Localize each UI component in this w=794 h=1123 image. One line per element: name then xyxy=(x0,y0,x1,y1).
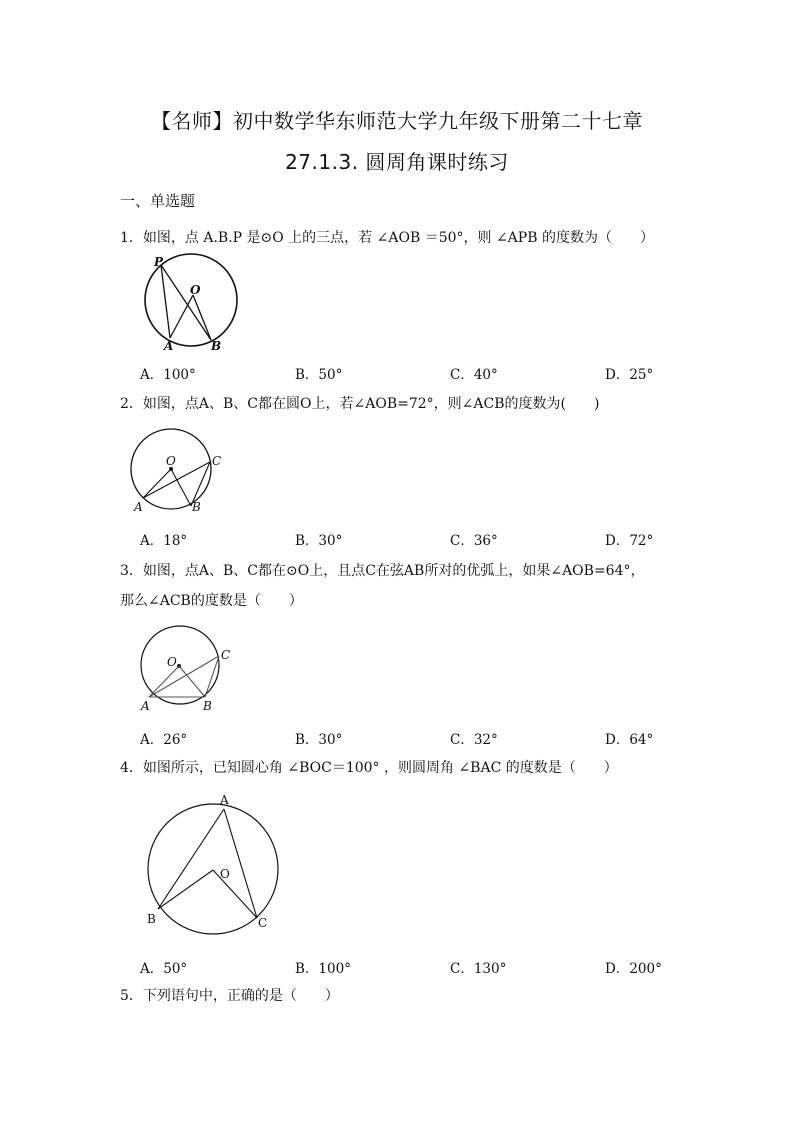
q4-line-ac xyxy=(224,809,257,918)
q4-option-d[interactable]: D．200° xyxy=(605,961,662,977)
q2-label-o: O xyxy=(166,454,176,468)
q1-option-c[interactable]: C．40° xyxy=(450,367,498,383)
q4-option-a[interactable]: A．50° xyxy=(140,961,188,977)
q2-option-c[interactable]: C．36° xyxy=(450,533,498,549)
q1-option-d[interactable]: D．25° xyxy=(605,367,654,383)
q3-label-a: A xyxy=(141,699,150,713)
q2-label-c: C xyxy=(212,454,222,468)
q1-label-p: P xyxy=(154,255,164,269)
q1-option-a[interactable]: A．100° xyxy=(140,367,196,383)
q3-label-b: B xyxy=(203,699,212,713)
q4-label-a: A xyxy=(220,793,229,807)
q4-label-b: B xyxy=(147,912,156,926)
q2-line-ao xyxy=(143,469,171,498)
q3-label-o: O xyxy=(167,655,177,669)
question-3-figure xyxy=(135,622,235,717)
q4-label-c: C xyxy=(258,916,268,930)
q1-label-a: A xyxy=(164,339,174,353)
question-1-text: 1．如图，点 A.B.P 是⊙O 上的三点，若 ∠AOB ＝50°，则 ∠APB 的度数为（ ） xyxy=(120,230,654,246)
q4-option-c[interactable]: C．130° xyxy=(450,961,507,977)
q3-option-d[interactable]: D．64° xyxy=(605,732,654,748)
question-1-figure xyxy=(140,252,250,352)
q1-label-b: B xyxy=(211,339,222,353)
q4-line-bo xyxy=(158,870,213,909)
question-2-text: 2．如图，点A、B、C都在圆O上，若∠AOB=72°，则∠ACB的度数为( ) xyxy=(120,396,600,412)
q4-line-ab xyxy=(158,809,224,909)
q1-line-ao xyxy=(170,295,193,338)
q2-option-d[interactable]: D．72° xyxy=(605,533,654,549)
q1-option-b[interactable]: B．50° xyxy=(295,367,343,383)
q4-circle xyxy=(148,804,278,934)
q1-label-o: O xyxy=(190,283,201,297)
document-title-line-2: 27.1.3. 圆周角课时练习 xyxy=(285,150,509,174)
q2-line-ac xyxy=(143,462,210,498)
q3-option-c[interactable]: C．32° xyxy=(450,732,498,748)
q3-label-c: C xyxy=(221,648,231,662)
q2-label-a: A xyxy=(134,500,143,514)
question-4-text: 4．如图所示，已知圆心角 ∠BOC＝100° ，则圆周角 ∠BAC 的度数是（ ） xyxy=(120,760,618,776)
q3-option-b[interactable]: B．30° xyxy=(295,732,343,748)
question-5-text: 5．下列语句中，正确的是（ ） xyxy=(120,988,339,1004)
question-3-text-line-1: 3．如图，点A、B、C都在⊙O上，且点C在弦AB所对的优弧上，如果∠AOB=64°， xyxy=(120,563,645,579)
q2-option-b[interactable]: B．30° xyxy=(295,533,343,549)
question-3-text-line-2: 那么∠ACB的度数是（ ） xyxy=(120,593,303,609)
q2-option-a[interactable]: A．18° xyxy=(140,533,188,549)
question-4-figure xyxy=(140,792,290,937)
q2-label-b: B xyxy=(192,500,201,514)
q4-option-b[interactable]: B．100° xyxy=(295,961,351,977)
question-2-figure xyxy=(128,425,228,515)
section-heading: 一、单选题 xyxy=(120,192,196,210)
q3-line-ob xyxy=(179,666,205,697)
document-title-line-1: 【名师】初中数学华东师范大学九年级下册第二十七章 xyxy=(151,109,643,133)
q3-option-a[interactable]: A．26° xyxy=(140,732,188,748)
q4-label-o: O xyxy=(220,867,230,881)
q2-line-ob xyxy=(171,469,191,506)
